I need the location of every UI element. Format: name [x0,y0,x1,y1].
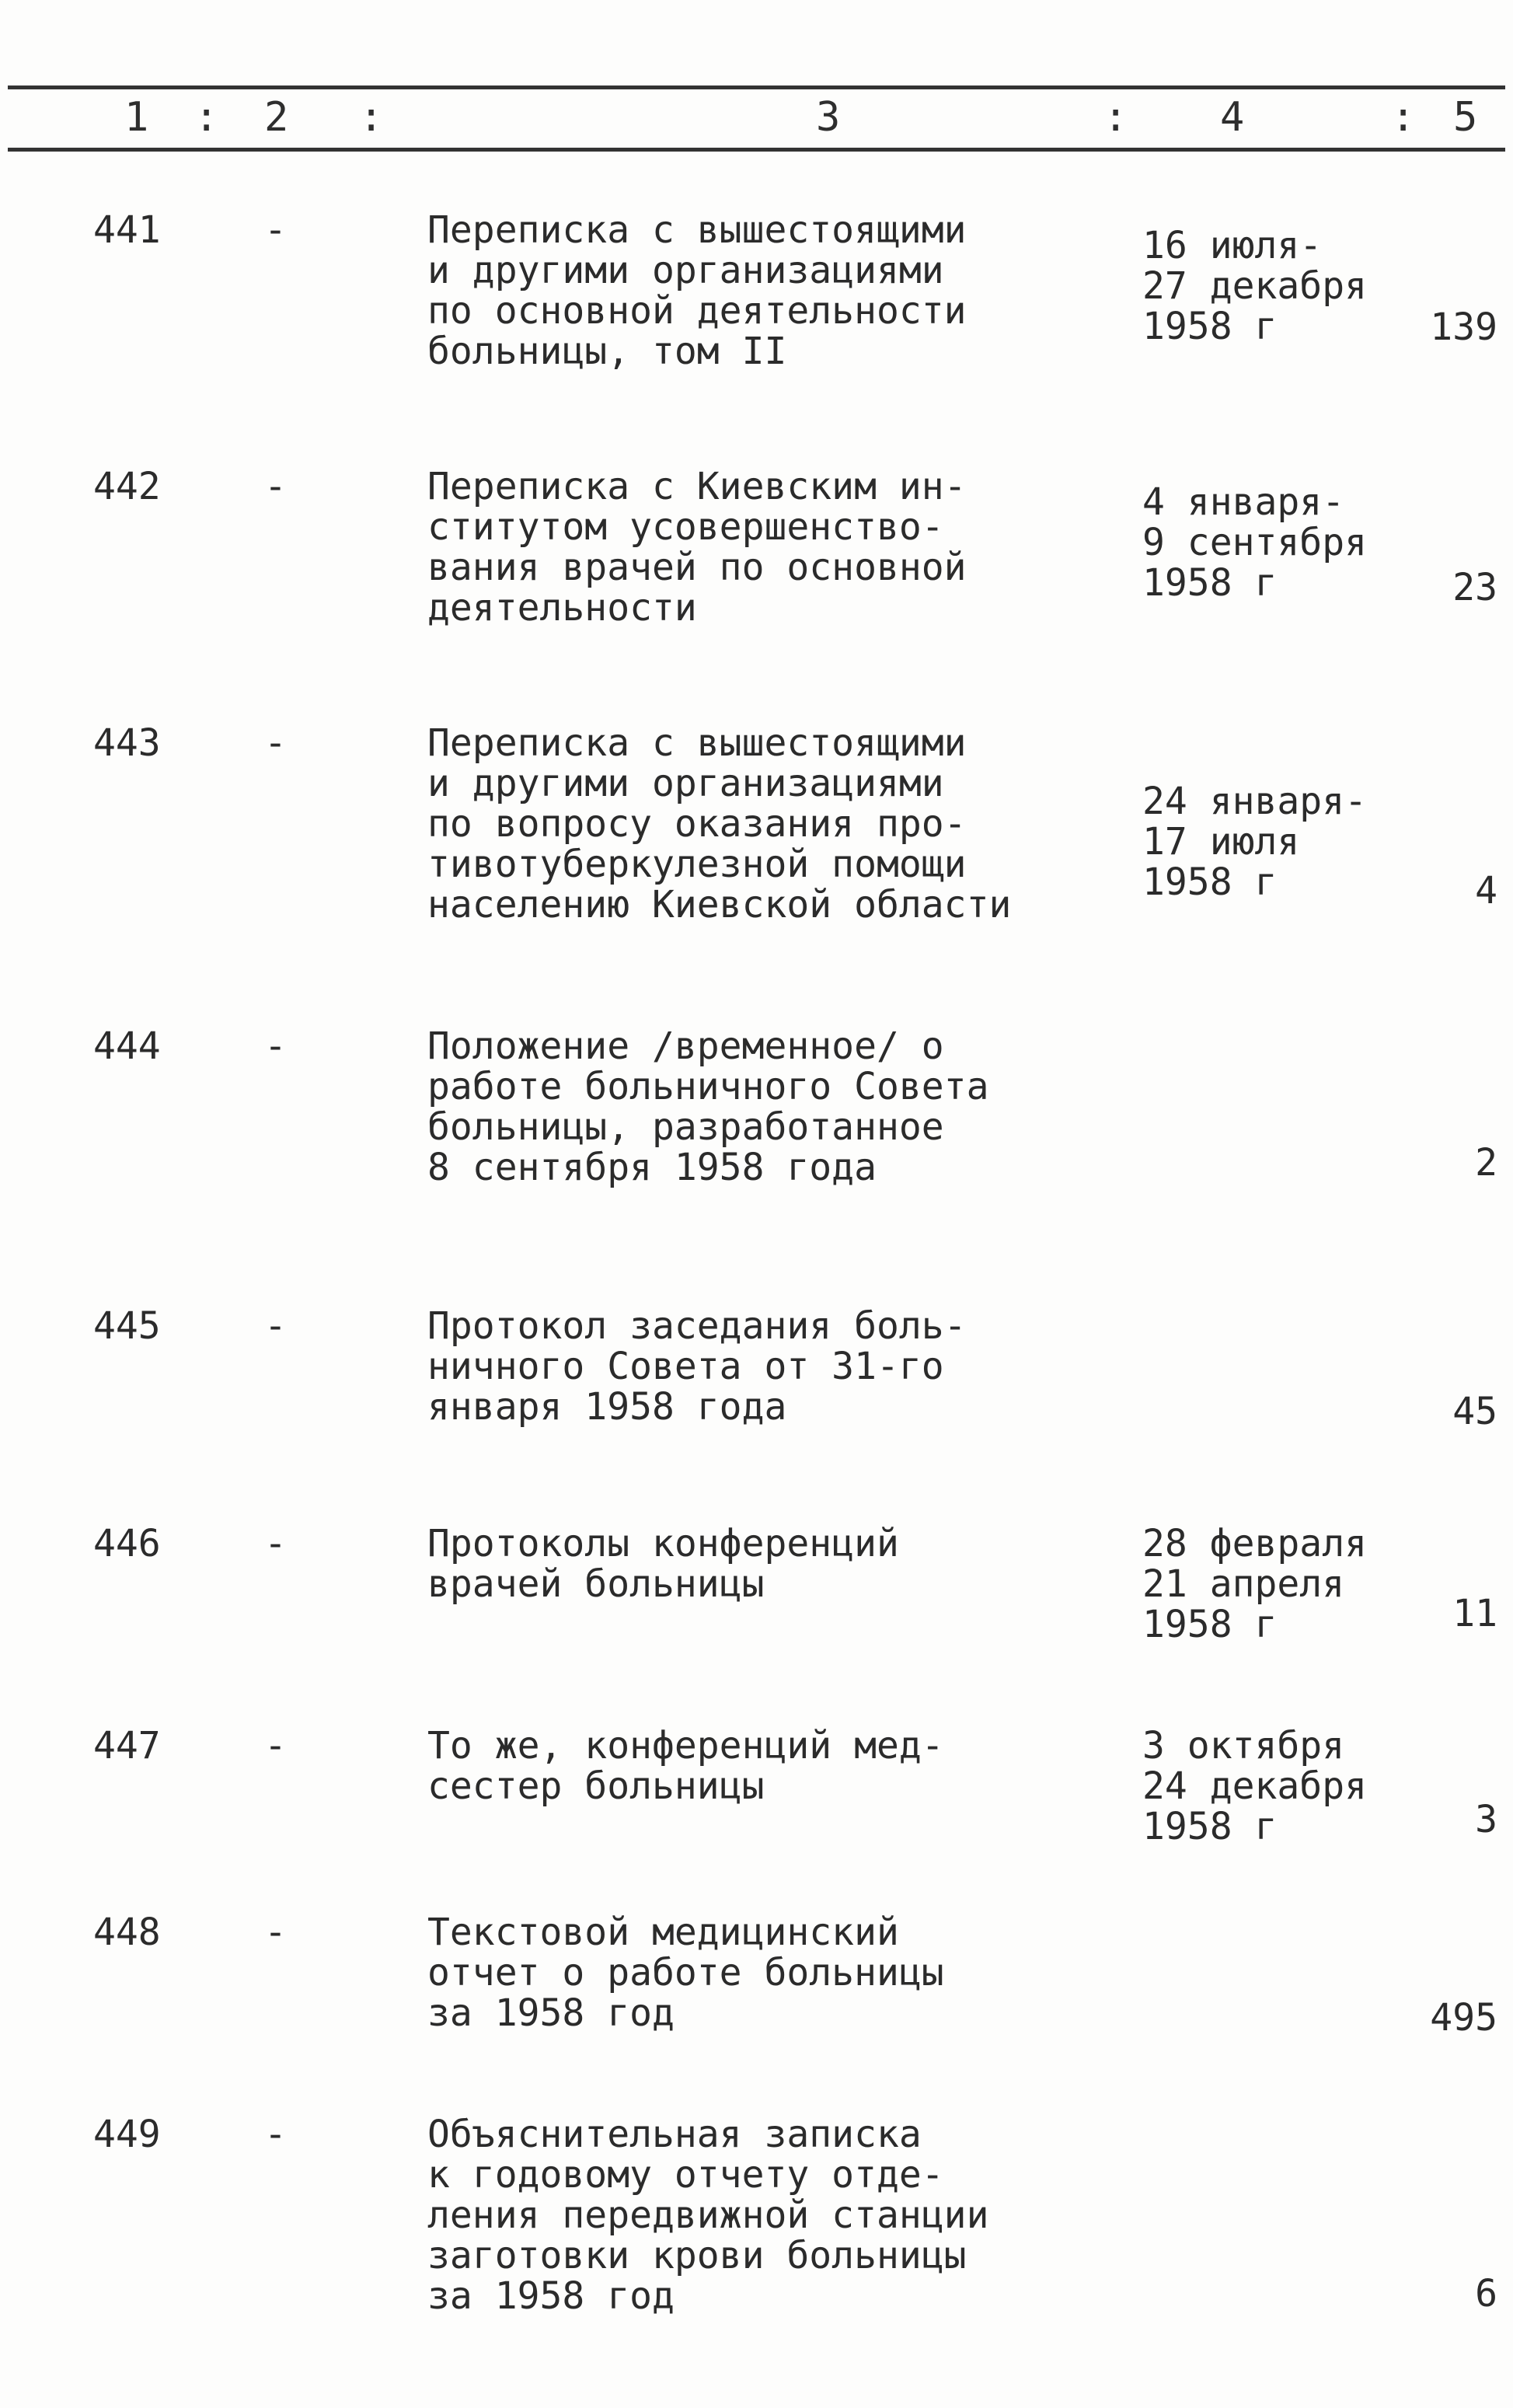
row-sheet-count: 6 [1475,2272,1497,2316]
header-bottom-rule [8,148,1505,152]
row-title-line: Объяснительная записка [427,2113,922,2156]
row-date-line: 21 апреля [1142,1562,1345,1606]
row-date-line: 28 февраля [1142,1522,1367,1565]
row-date-line: 1958 г [1142,1603,1278,1646]
header-col-5: 5 [1453,94,1478,141]
row-title [427,723,1080,925]
row-title-line: Положение /временное/ о [427,1024,944,1068]
row-sheet-count: 495 [1430,1996,1497,2040]
row-title [427,1912,1080,2033]
row-number: 447 [93,1724,161,1768]
row-mark: - [264,721,287,765]
row-title-line: и другими организациями [427,249,944,292]
row-title-line: ститутом усовершенство- [427,505,944,549]
row-date-line: 9 сентября [1142,521,1367,564]
header-separator: : [1391,94,1416,141]
row-title-line: деятельности [427,586,697,630]
row-title-line: Текстовой медицинский [427,1911,899,1954]
row-title-line: ничного Совета от 31-го [427,1345,944,1388]
header-col-2: 2 [264,94,289,141]
row-title-line: населению Киевской области [427,883,1012,927]
row-mark: - [264,1724,287,1768]
row-mark: - [264,2113,287,2156]
row-sheet-count: 45 [1452,1390,1497,1433]
row-date-line: 3 октября [1142,1724,1345,1768]
row-sheet-count: 4 [1475,869,1497,913]
row-title [427,210,1080,372]
row-date-line: 1958 г [1142,561,1278,605]
row-mark: - [264,1911,287,1954]
row-title-line: ления передвижной станции [427,2193,989,2237]
row-number: 448 [93,1911,161,1954]
row-title-line: Протоколы конференций [427,1522,899,1565]
row-title-line: работе больничного Совета [427,1065,989,1108]
row-dates [1142,482,1422,603]
row-number: 446 [93,1522,161,1565]
row-title-line: Переписка с Киевским ин- [427,465,967,508]
row-sheet-count: 2 [1475,1141,1497,1185]
row-mark: - [264,1024,287,1068]
row-title-line: сестер больницы [427,1764,765,1808]
header-separator: : [1103,94,1128,141]
row-date-line: 1958 г [1142,860,1278,904]
row-title [427,2114,1080,2316]
row-title-line: отчет о работе больницы [427,1951,944,1994]
row-title-line: января 1958 года [427,1385,787,1429]
row-number: 444 [93,1024,161,1068]
row-title [427,1306,1080,1427]
row-title-line: Переписка с вышестоящими [427,721,967,765]
row-mark: - [264,1522,287,1565]
row-date-line: 27 декабря [1142,264,1367,308]
row-title [427,1726,1080,1806]
row-title-line: тивотуберкулезной помощи [427,843,967,886]
row-title [427,1523,1080,1604]
row-dates [1142,1523,1422,1645]
row-mark: - [264,465,287,508]
row-title [427,466,1080,628]
row-title-line: по вопросу оказания про- [427,802,967,846]
row-date-line: 24 января- [1142,780,1367,823]
row-number: 443 [93,721,161,765]
row-dates [1142,781,1422,902]
header-separator: : [194,94,219,141]
row-number: 445 [93,1304,161,1348]
row-title-line: к годовому отчету отде- [427,2153,944,2197]
row-sheet-count: 11 [1452,1592,1497,1635]
header-col-3: 3 [816,94,841,141]
row-title-line: врачей больницы [427,1562,765,1606]
row-title-line: заготовки крови больницы [427,2234,967,2277]
row-date-line: 1958 г [1142,305,1278,348]
row-title-line: и другими организациями [427,762,944,805]
row-number: 442 [93,465,161,508]
row-mark: - [264,208,287,252]
row-dates [1142,225,1422,347]
row-title-line: Переписка с вышестоящими [427,208,967,252]
header-separator: : [359,94,384,141]
row-mark: - [264,1304,287,1348]
row-title-line: То же, конференций мед- [427,1724,944,1768]
row-sheet-count: 23 [1452,566,1497,609]
row-title-line: за 1958 год [427,2274,675,2318]
row-date-line: 17 июля [1142,820,1300,864]
row-title-line: больницы, разработанное [427,1105,944,1149]
row-sheet-count: 139 [1430,305,1497,349]
row-number: 449 [93,2113,161,2156]
row-title-line: больницы, том II [427,330,787,373]
header-col-1: 1 [124,94,149,141]
row-date-line: 4 января- [1142,480,1345,524]
row-title-line: по основной деятельности [427,289,967,333]
row-date-line: 1958 г [1142,1805,1278,1848]
row-sheet-count: 3 [1475,1798,1497,1841]
row-title [427,1026,1080,1188]
header-top-rule [8,86,1505,89]
row-date-line: 16 июля- [1142,224,1323,267]
row-title-line: Протокол заседания боль- [427,1304,967,1348]
row-number: 441 [93,208,161,252]
row-title-line: вания врачей по основной [427,546,967,589]
row-title-line: за 1958 год [427,1991,675,2035]
row-date-line: 24 декабря [1142,1764,1367,1808]
header-col-4: 4 [1220,94,1245,141]
row-dates [1142,1726,1422,1847]
row-title-line: 8 сентября 1958 года [427,1146,877,1189]
